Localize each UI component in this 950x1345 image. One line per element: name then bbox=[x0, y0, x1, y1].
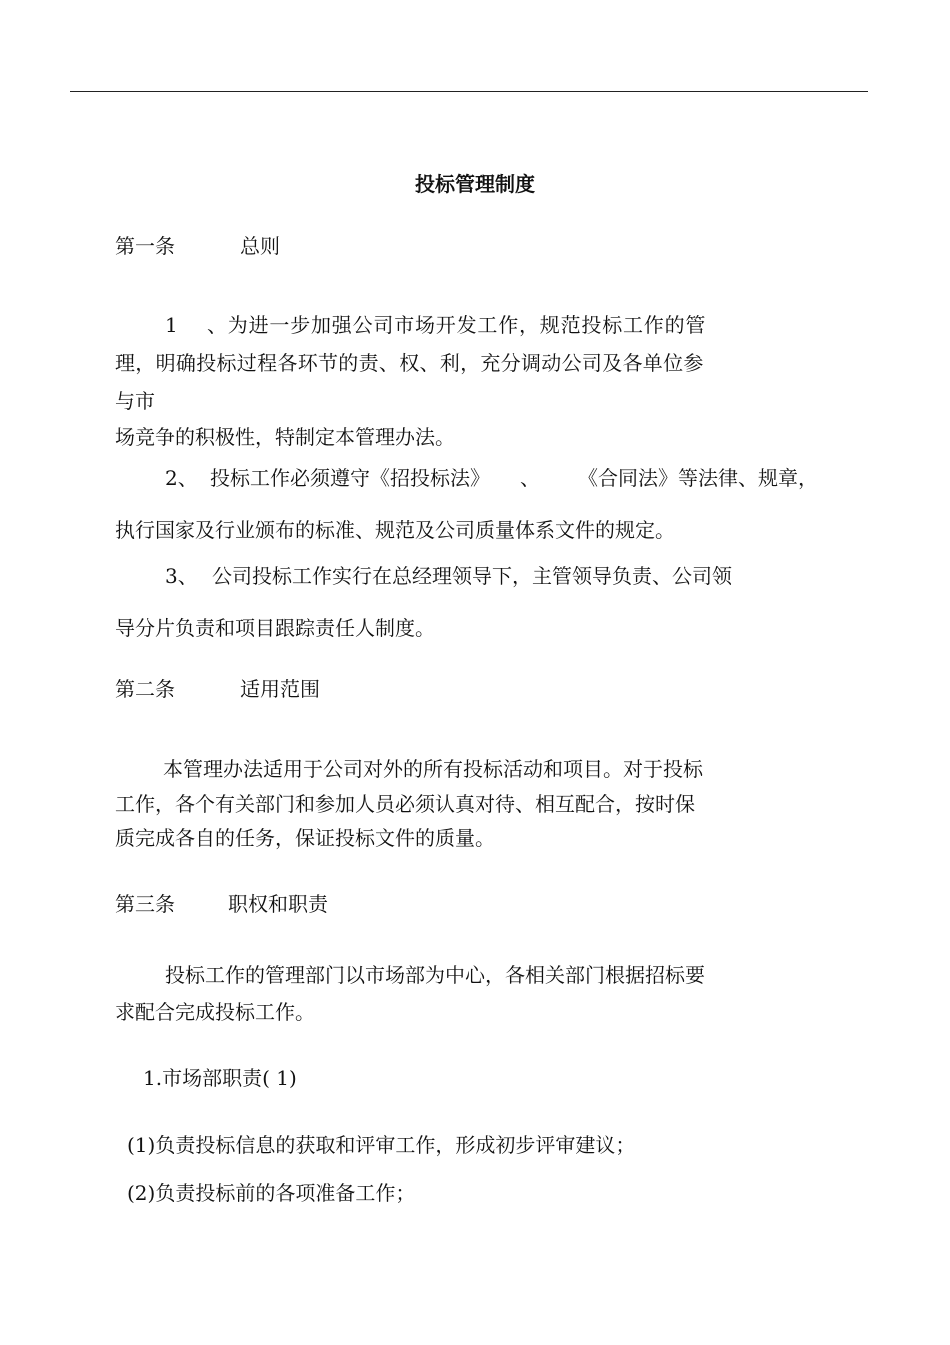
article-2-line3: 质完成各自的任务，保证投标文件的质量。 bbox=[115, 826, 495, 850]
document-title: 投标管理制度 bbox=[415, 172, 535, 196]
article-1-p3-line1: 公司投标工作实行在总经理领导下，主管领导负责、公司领 bbox=[212, 564, 732, 588]
article-1-p1-line3: 与市 bbox=[115, 389, 155, 413]
article-1-heading: 总则 bbox=[240, 234, 280, 258]
article-1-p2-segment1: 投标工作必须遵守《招投标法》 bbox=[210, 466, 490, 490]
article-2-heading: 适用范围 bbox=[240, 677, 320, 701]
article-1-p2-number: 2、 bbox=[165, 466, 198, 490]
article-1-p1-line4: 场竞争的积极性，特制定本管理办法。 bbox=[115, 425, 455, 449]
article-1-p2-segment3: 《合同法》等法律、规章， bbox=[578, 466, 818, 490]
article-1-p2-line2: 执行国家及行业颁布的标准、规范及公司质量体系文件的规定。 bbox=[115, 518, 675, 542]
article-3-item-2: (2)负责投标前的各项准备工作； bbox=[127, 1181, 416, 1205]
article-1-p2-segment2: 、 bbox=[520, 466, 540, 490]
article-1-p1-number: 1 bbox=[165, 313, 178, 337]
article-3-line2: 求配合完成投标工作。 bbox=[115, 1000, 315, 1024]
article-1-label: 第一条 bbox=[115, 234, 175, 258]
article-2-line2: 工作，各个有关部门和参加人员必须认真对待、相互配合，按时保 bbox=[115, 792, 695, 816]
article-3-heading: 职权和职责 bbox=[228, 892, 328, 916]
article-2-label: 第二条 bbox=[115, 677, 175, 701]
article-3-subheading-market-dept: 1.市场部职责( 1) bbox=[143, 1066, 297, 1090]
article-1-p1-line1: 、为进一步加强公司市场开发工作，规范投标工作的管 bbox=[207, 313, 707, 337]
article-3-item-1: (1)负责投标信息的获取和评审工作，形成初步评审建议； bbox=[127, 1133, 636, 1157]
article-1-p3-number: 3、 bbox=[165, 564, 198, 588]
article-1-p3-line2: 导分片负责和项目跟踪责任人制度。 bbox=[115, 616, 435, 640]
article-1-p1-line2: 理，明确投标过程各环节的责、权、利，充分调动公司及各单位参 bbox=[115, 351, 704, 375]
article-3-line1: 投标工作的管理部门以市场部为中心，各相关部门根据招标要 bbox=[165, 963, 705, 987]
article-2-line1: 本管理办法适用于公司对外的所有投标活动和项目。对于投标 bbox=[163, 757, 703, 781]
article-3-label: 第三条 bbox=[115, 892, 175, 916]
header-rule bbox=[70, 91, 868, 92]
